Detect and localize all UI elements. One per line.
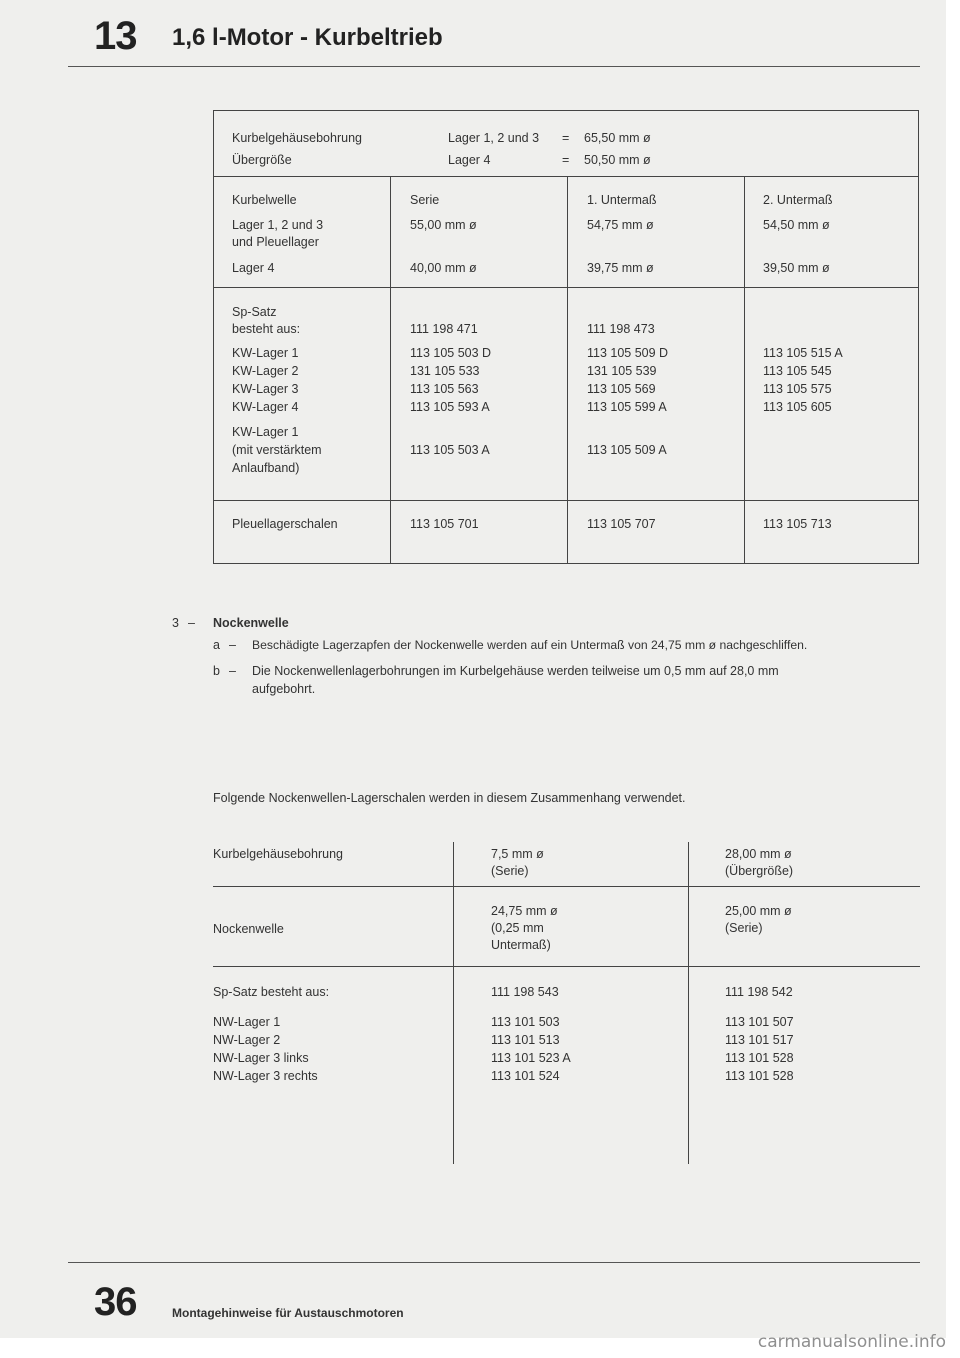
serie-part-number: 113 105 503 D	[410, 346, 492, 360]
undersize-2-value: 39,50 mm ø	[763, 261, 830, 275]
serie-part-number: 113 105 563	[410, 382, 479, 396]
oversize-bearing: Lager 4	[448, 153, 491, 167]
u2-part-number: 113 105 575	[763, 382, 832, 396]
serie-part-number: 113 105 593 A	[410, 400, 490, 414]
chapter-number: 13	[94, 14, 137, 58]
camshaft-serie-value: 25,00 mm ø	[725, 904, 792, 918]
camshaft-undersize-value: 24,75 mm ø	[491, 904, 558, 918]
bore-oversize-note: (Übergröße)	[725, 864, 794, 878]
column-header-undersize-1: 1. Untermaß	[587, 193, 657, 207]
u1-part-number: 113 105 599 A	[587, 400, 667, 414]
watermark: carmanualsonline.info	[757, 1332, 946, 1352]
kw-bearing-label: KW-Lager 4	[232, 400, 299, 414]
undersize-2-value: 54,50 mm ø	[763, 218, 830, 232]
c2-set-number: 111 198 542	[725, 985, 793, 999]
kw-bearing-label: KW-Lager 1	[232, 346, 299, 360]
table-divider	[213, 966, 920, 967]
c2-part-number: 113 101 507	[725, 1015, 794, 1029]
table-column-line	[567, 176, 568, 563]
u1-part-number: 113 105 509 D	[587, 346, 669, 360]
camshaft-serie-note: (Serie)	[725, 921, 763, 935]
table-divider	[214, 500, 918, 501]
undersize-1-value: 39,75 mm ø	[587, 261, 654, 275]
bearing-label: Lager 1, 2 und 3	[232, 218, 324, 232]
conrod-label: Pleuellagerschalen	[232, 517, 338, 531]
serie-value: 55,00 mm ø	[410, 218, 477, 232]
serie-part-number: 131 105 533	[410, 364, 480, 378]
camshaft-undersize-note: Untermaß)	[491, 938, 551, 952]
intro-text: Folgende Nockenwellen-Lagerschalen werden in diesem Zusammenhang verwendet.	[213, 791, 686, 805]
header-rule	[68, 66, 920, 67]
bore-equals: =	[562, 131, 570, 145]
kw-reinforced-label: Anlaufband)	[232, 461, 300, 475]
item-b-text: Die Nockenwellenlagerbohrungen im Kurbelgehäuse werden teilweise um 0,5 mm auf 28,0 mm	[252, 664, 779, 678]
nw-bearing-label: NW-Lager 3 links	[213, 1051, 309, 1065]
serie-set-number: 111 198 471	[410, 322, 478, 336]
conrod-u2: 113 105 713	[763, 517, 832, 531]
conrod-u1: 113 105 707	[587, 517, 656, 531]
table-column-line	[688, 842, 689, 1164]
nw-bearing-label: NW-Lager 3 rechts	[213, 1069, 318, 1083]
serie-reinforced-part: 113 105 503 A	[410, 443, 490, 457]
u2-part-number: 113 105 515 A	[763, 346, 843, 360]
table-divider	[214, 287, 918, 288]
camshaft-undersize-note: (0,25 mm	[491, 921, 544, 935]
item-letter: a	[213, 638, 220, 652]
c1-part-number: 113 101 503	[491, 1015, 560, 1029]
c2-part-number: 113 101 517	[725, 1033, 794, 1047]
bore-bearing: Lager 1, 2 und 3	[448, 131, 540, 145]
crankshaft-label: Kurbelwelle	[232, 193, 297, 207]
camshaft-label: Nockenwelle	[213, 922, 284, 936]
footer-text: Montagehinweise für Austauschmotoren	[172, 1306, 404, 1320]
page-number: 36	[94, 1280, 137, 1324]
chapter-title: 1,6 l-Motor - Kurbeltrieb	[172, 24, 443, 51]
u1-set-number: 111 198 473	[587, 322, 655, 336]
bore-serie-note: (Serie)	[491, 864, 529, 878]
section-dash: –	[188, 616, 195, 630]
footer-rule	[68, 1262, 920, 1263]
table-column-line	[453, 842, 454, 1164]
item-b-text: aufgebohrt.	[252, 682, 316, 696]
kw-bearing-label: KW-Lager 3	[232, 382, 299, 396]
c1-part-number: 113 101 513	[491, 1033, 560, 1047]
nw-bearing-label: NW-Lager 2	[213, 1033, 281, 1047]
section-heading: Nockenwelle	[213, 616, 289, 630]
bearing-label: und Pleuellager	[232, 235, 319, 249]
crankshaft-table	[213, 110, 919, 564]
c1-part-number: 113 101 523 A	[491, 1051, 571, 1065]
conrod-serie: 113 105 701	[410, 517, 479, 531]
nw-bearing-label: NW-Lager 1	[213, 1015, 281, 1029]
table-column-line	[390, 176, 391, 563]
bearing-label: Lager 4	[232, 261, 275, 275]
bore-oversize-value: 28,00 mm ø	[725, 847, 792, 861]
bore-value: 65,50 mm ø	[584, 131, 651, 145]
item-dash: –	[229, 638, 236, 652]
column-header-serie: Serie	[410, 193, 440, 207]
oversize-equals: =	[562, 153, 570, 167]
c1-part-number: 113 101 524	[491, 1069, 560, 1083]
bore-label: Kurbelgehäusebohrung	[232, 131, 362, 145]
u1-reinforced-part: 113 105 509 A	[587, 443, 667, 457]
u2-part-number: 113 105 605	[763, 400, 832, 414]
c1-set-number: 111 198 543	[491, 985, 559, 999]
oversize-value: 50,50 mm ø	[584, 153, 651, 167]
bore-label: Kurbelgehäusebohrung	[213, 847, 343, 861]
u1-part-number: 131 105 539	[587, 364, 657, 378]
bore-serie-value: 7,5 mm ø	[491, 847, 544, 861]
section-number: 3	[172, 616, 179, 630]
item-a-text: Beschädigte Lagerzapfen der Nockenwelle werden auf ein Untermaß von 24,75 mm ø nachgeschliffen.	[252, 638, 808, 652]
c2-part-number: 113 101 528	[725, 1069, 794, 1083]
item-letter: b	[213, 664, 220, 678]
u1-part-number: 113 105 569	[587, 382, 656, 396]
table-column-line	[744, 176, 745, 563]
u2-part-number: 113 105 545	[763, 364, 832, 378]
column-header-undersize-2: 2. Untermaß	[763, 193, 833, 207]
item-dash: –	[229, 664, 236, 678]
kw-reinforced-label: KW-Lager 1	[232, 425, 299, 439]
table-divider	[213, 886, 920, 887]
spsatz-label: besteht aus:	[232, 322, 301, 336]
c2-part-number: 113 101 528	[725, 1051, 794, 1065]
undersize-1-value: 54,75 mm ø	[587, 218, 654, 232]
oversize-label: Übergröße	[232, 153, 292, 167]
spsatz-label: Sp-Satz besteht aus:	[213, 985, 330, 999]
table-divider	[214, 176, 918, 177]
kw-bearing-label: KW-Lager 2	[232, 364, 299, 378]
serie-value: 40,00 mm ø	[410, 261, 477, 275]
spsatz-label: Sp-Satz	[232, 305, 277, 319]
kw-reinforced-label: (mit verstärktem	[232, 443, 322, 457]
